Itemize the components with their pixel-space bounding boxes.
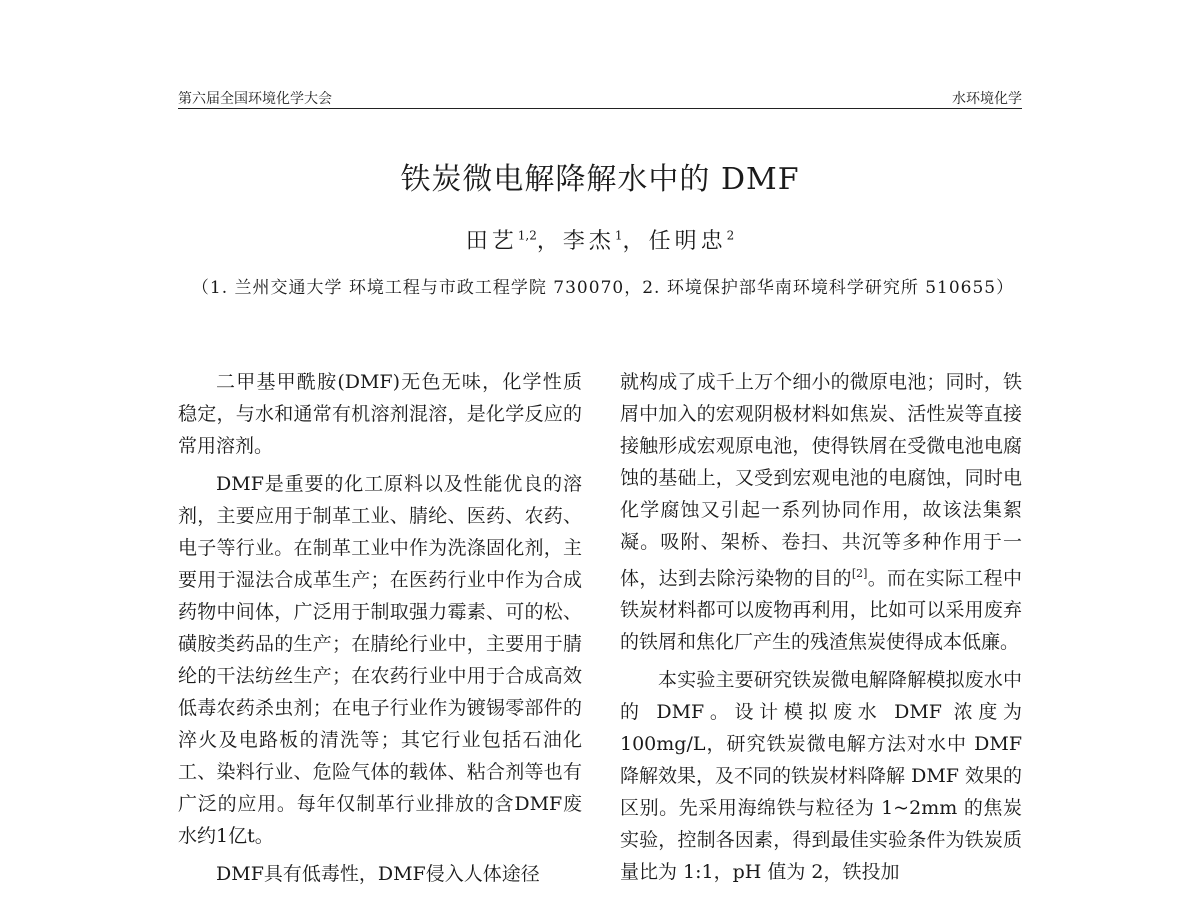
body-paragraph: 本实验主要研究铁炭微电解降解模拟废水中的 DMF。设计模拟废水 DMF 浓度为 100mg/L，研究铁炭微电解方法对水中 DMF 降解效果，及不同的铁炭材料降解 DMF 效果的区别。先采用海绵铁与粒径为 1~2mm 的焦炭实验，控制各因素，得到最佳实验条件为铁炭质量比为 1:1，pH 值为 2，铁投加 xyxy=(620,669,1022,884)
author-affil-mark: 2 xyxy=(726,228,735,243)
author-affil-mark: 1 xyxy=(614,228,623,243)
author-separator: ， xyxy=(622,229,649,254)
author-name: 李杰 xyxy=(562,229,615,254)
author-separator: ， xyxy=(536,229,563,254)
paper-title: 铁炭微电解降解水中的 DMF xyxy=(400,162,800,197)
paragraph-text: 就构成了成千上万个细小的微原电池；同时，铁屑中加入的宏观阴极材料如焦炭、活性炭等直接接触形成宏观原电池，使得铁屑在受微电池电腐蚀的基础上，又受到宏观电池的电腐蚀，同时电化学腐蚀又引起一系列协同作用，故该法集絮凝。吸附、架桥、卷扫、共沉等多种作用于一体，达到去除污染物的目的 xyxy=(620,371,1022,590)
body-paragraph: DMF具有低毒性，DMF侵入人体途径 xyxy=(216,863,540,885)
affiliation: （1. 兰州交通大学 环境工程与市政工程学院 730070，2. 环境保护部华南环境科学研究所 510655） xyxy=(191,278,1015,298)
citation: [2] xyxy=(851,567,868,580)
running-header-section: 水环境化学 xyxy=(952,91,1022,107)
body-paragraph xyxy=(620,366,1022,658)
author-affil-mark: 1,2 xyxy=(517,228,537,243)
body-paragraph: 二甲基甲酰胺(DMF)无色无味，化学性质稳定，与水和通常有机溶剂混溶，是化学反应的常用溶剂。 xyxy=(178,371,582,457)
author-list xyxy=(0,224,1200,255)
body-paragraph: DMF是重要的化工原料以及性能优良的溶剂，主要应用于制革工业、腈纶、医药、农药、电子等行业。在制革工业中作为洗涤固化剂，主要用于湿法合成革生产；在医药行业中作为合成药物中间体，广泛用于制取强力霉素、可的松、磺胺类药品的生产；在腈纶行业中，主要用于腈纶的干法纺丝生产；在农药行业中用于合成高效低毒农药杀虫剂；在电子行业作为镀锡零部件的淬火及电路板的清洗等；其它行业包括石油化工、染料行业、危险气体的载体、粘合剂等也有广泛的应用。每年仅制革行业排放的含DMF废水约1亿t。 xyxy=(178,473,582,847)
author-name: 田艺 xyxy=(465,229,518,254)
author-name: 任明忠 xyxy=(648,229,727,254)
running-header-conference: 第六届全国环境化学大会 xyxy=(178,91,332,107)
left-column xyxy=(178,366,582,896)
right-column xyxy=(620,366,1022,894)
header-divider xyxy=(178,108,1022,109)
paragraph-text: 。而在实际工程中铁炭材料都可以废物再利用，比如可以采用废弃的铁屑和焦化厂产生的残渣焦炭使得成本低廉。 xyxy=(620,567,1022,654)
